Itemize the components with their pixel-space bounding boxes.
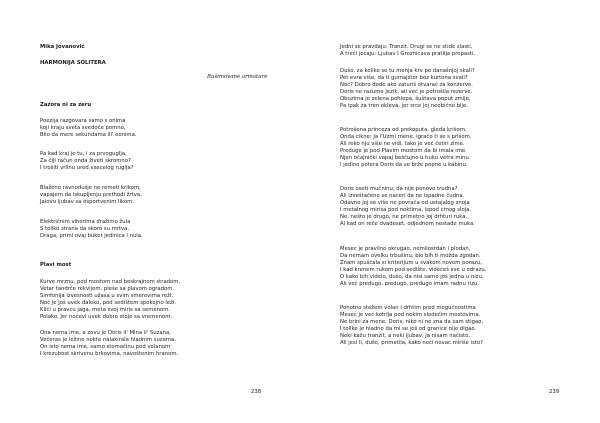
verse-line: Ne brini za mene, Doris, niko ni ne zna da sam stigao,: [340, 319, 484, 326]
verse-line: Večeras je ležine nokte nalakirala hladnim suzama.: [40, 337, 176, 344]
verse-line: Obuzima je zelena pohlepa, šuštava poput zmije,: [340, 96, 471, 103]
verse-line: Pa ipak za tren okleva, jer srce joj neobično bije.: [340, 103, 468, 110]
verse-line: Neki kažu tranzit, a neki ljubav, ja nisam načisto,: [340, 333, 471, 340]
verse-line: Za čiji račun onda živeti skromno?: [40, 158, 131, 165]
stanza: [340, 305, 483, 348]
verse-line: Ona nema ime, a zovu je Doris il' Mina il' Suzana,: [40, 330, 171, 336]
verse-line: Ali jesi li, dušo, primetila, kako noći novac miriše isto?: [340, 340, 483, 347]
verse-line: Jalovu ljubav sa osportvenim likom.: [40, 199, 134, 206]
stanza: [340, 246, 486, 289]
collection-title: HARMONIJA SOLITERA: [40, 60, 106, 66]
poem-title: Plavi most: [40, 262, 72, 268]
verse-line: I metalnog mirisa pod noktima, ispod crnog sloja.: [340, 207, 472, 214]
verse-line: Onda cikne: Ja l'Uzmi mene, igračo ti se s prišom.: [340, 134, 472, 141]
verse-line: Kliči u pravcu jaga, meta svoj miris sa semenom.: [40, 307, 171, 314]
verse-line: Noć je još uvek daleko, pod sedištem spokojno leži.: [40, 300, 177, 307]
stanza: [40, 118, 137, 139]
verse-line: Mesec je već kotrlja pod nekim sledećim mostovima.: [340, 312, 481, 319]
stanza: [40, 151, 133, 172]
verse-line: Doris oseti mučninu, da nije ponovo trudna?: [340, 186, 458, 192]
verse-line: koji kraju sveta svedoče pomno,: [40, 125, 126, 132]
stanza: [40, 185, 142, 206]
verse-line: Mesec je pravilno okrugao, nemilosrdan i plodan,: [340, 246, 471, 252]
stanza: [40, 279, 180, 322]
verse-line: vapajem da iskupljenju prethodi žrtva,: [40, 192, 142, 199]
verse-line: Ali izveštačeno se naceri da ne ispadne čudna.: [340, 193, 465, 200]
verse-line: Kurve mrznu, pod mostom nad beskrajnom stradom,: [40, 279, 181, 285]
verse-line: Bilo da mere sekundama ili' eonima.: [40, 132, 137, 139]
verse-line: Električnim vihorima dražimo žula: [40, 219, 131, 225]
verse-line: Simfonija izvesnosti užasa u svim smerovima reži,: [40, 293, 174, 300]
verse-line: Potrošena princeza od prekoputa, gleda krišom,: [340, 127, 467, 133]
verse-line: Blaženo ravnodušje ne remeti krikom,: [40, 185, 141, 191]
verse-line: I trošiti vrlinu ured vascelog ruglja?: [40, 165, 134, 172]
verse-line: Noć? Dobro dođe ako zaturiš otvarač za konzerve.: [340, 82, 473, 89]
stanza: [340, 186, 475, 229]
stanza: [40, 330, 178, 358]
stanza: [340, 127, 471, 170]
verse-line: Ali reko nju više ne vidi, tako je već četiri zime.: [340, 141, 465, 148]
verse-line: Poezija razgovara samo s onima: [40, 118, 126, 124]
verse-line: Jedni se pravdaju: Tranzit. Drugi se ne stide slasti,: [340, 44, 473, 50]
stanza: [340, 68, 475, 111]
verse-line: Pohotno stežem volan i drhtim pred mogućnostima: [340, 305, 476, 311]
verse-line: Njen očajnički vapaj beščujno u huku vetra minu: [340, 155, 469, 162]
verse-line: Vetar tandrče rekvijem, pleše sa plavom ogradom.: [40, 286, 175, 293]
poem-title: Zazora ni za zeru: [40, 102, 92, 108]
verse-line: I krezubost skrivenu brkovima, navoštenim hranom.: [40, 351, 179, 358]
verse-line: Al kad on reče dvadeset, odjednom nestade muka.: [340, 221, 475, 228]
stanza: [340, 44, 475, 58]
verse-line: Da nemam ovelku trbušinu, bio bih ti možda zgodan.: [340, 253, 481, 260]
verse-line: I kad krenem rukom pod sedište, videćeš sve u odrazu.: [340, 267, 487, 274]
verse-line: Pet evra više, da ti gumajstor bez kurtona svali?: [340, 75, 468, 82]
verse-line: Doris ne razume jezik, ali već je potrošila rezerve.: [340, 89, 473, 96]
verse-line: I tolike je hladno da mi se još od granice nije digao.: [340, 326, 477, 333]
page-number: 239: [549, 389, 560, 395]
verse-line: S toliko strana da skoro su mrtva.: [40, 226, 130, 233]
verse-line: Odavno joj se više ne povraća od ustajalog znoja: [340, 200, 470, 207]
author-name: Mika Jovanović: [40, 44, 85, 50]
verse-line: I jedino potera Doris da se brže popne u kabinu.: [340, 162, 468, 169]
page-number: 238: [251, 389, 262, 395]
verse-line: Polako. Jer noćevi uvek dobro stoje sa vremenom.: [40, 314, 173, 321]
verse-line: Dušo, za koliko se tu menja krv po današnjoj skali?: [340, 68, 475, 74]
verse-line: Pa kad kraj je tu, i za prvoguglja,: [40, 151, 127, 157]
verse-line: Ne, nešto je drugo, ne primetno joj drhturi ruka,: [340, 214, 468, 221]
verse-line: On isto nema ime, samo stomačinu pod volanom: [40, 344, 171, 351]
verse-line: Ali već predugo, predugo, predugo imam radnu rizu.: [340, 281, 480, 288]
verse-line: O kako bih videlo, dušo, da nisi samo još jedna u nizu,: [340, 274, 484, 281]
verse-line: Preduge je pod Plavim mostom da bi imala ime.: [340, 148, 467, 155]
stanza: [40, 219, 143, 240]
verse-line: Znam spušćala si kriterijum u svakom novom porazu,: [340, 260, 482, 267]
right-page: [300, 0, 600, 423]
verse-line: Draga, primi ovaj buket jedinica i nula.: [40, 233, 143, 240]
section-title: Rašimovane armature: [207, 74, 268, 80]
verse-line: A treći jecaju: Ljubav I Groznićava pratilja propasti.: [340, 51, 476, 58]
